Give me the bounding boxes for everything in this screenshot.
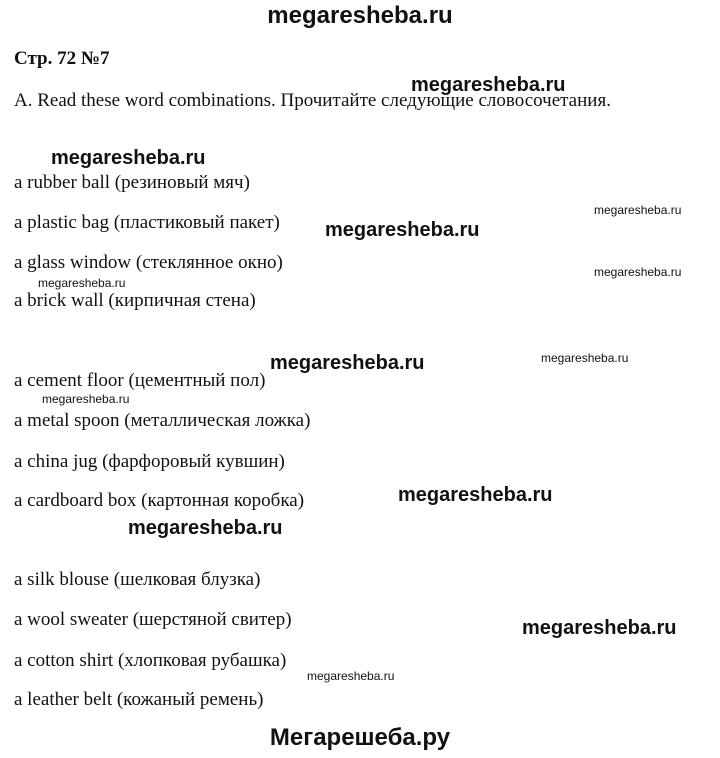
watermark: megaresheba.ru <box>51 147 206 169</box>
watermark: megaresheba.ru <box>38 276 126 290</box>
word-combination: a metal spoon (металлическая ложка) <box>14 410 311 431</box>
watermark: megaresheba.ru <box>270 352 425 374</box>
task-instruction: A. Read these word combinations. Прочитайте следующие словосочетания. <box>14 90 611 111</box>
word-combination: a wool sweater (шерстяной свитер) <box>14 609 292 630</box>
word-combination: a silk blouse (шелковая блузка) <box>14 569 261 590</box>
watermark: megaresheba.ru <box>128 517 283 539</box>
watermark: megaresheba.ru <box>307 669 395 683</box>
watermark: megaresheba.ru <box>42 392 130 406</box>
word-combination: a glass window (стеклянное окно) <box>14 252 283 273</box>
word-combination: a cardboard box (картонная коробка) <box>14 490 305 511</box>
watermark: megaresheba.ru <box>325 219 480 241</box>
watermark: megaresheba.ru <box>594 265 682 279</box>
word-combination: a plastic bag (пластиковый пакет) <box>14 212 280 233</box>
page-reference: Стр. 72 №7 <box>14 48 110 69</box>
watermark: megaresheba.ru <box>541 351 629 365</box>
watermark: megaresheba.ru <box>411 74 566 96</box>
word-combination: a rubber ball (резиновый мяч) <box>14 172 250 193</box>
word-combination: a brick wall (кирпичная стена) <box>14 290 256 311</box>
watermark: megaresheba.ru <box>398 484 553 506</box>
site-title: megaresheba.ru <box>267 2 453 29</box>
watermark: megaresheba.ru <box>522 617 677 639</box>
word-combination: a cement floor (цементный пол) <box>14 370 266 391</box>
word-combination: a leather belt (кожаный ремень) <box>14 689 264 710</box>
word-combination: a china jug (фарфоровый кувшин) <box>14 451 285 472</box>
site-footer: Мегарешеба.ру <box>269 724 451 751</box>
watermark: megaresheba.ru <box>594 203 682 217</box>
word-combination: a cotton shirt (хлопковая рубашка) <box>14 650 287 671</box>
